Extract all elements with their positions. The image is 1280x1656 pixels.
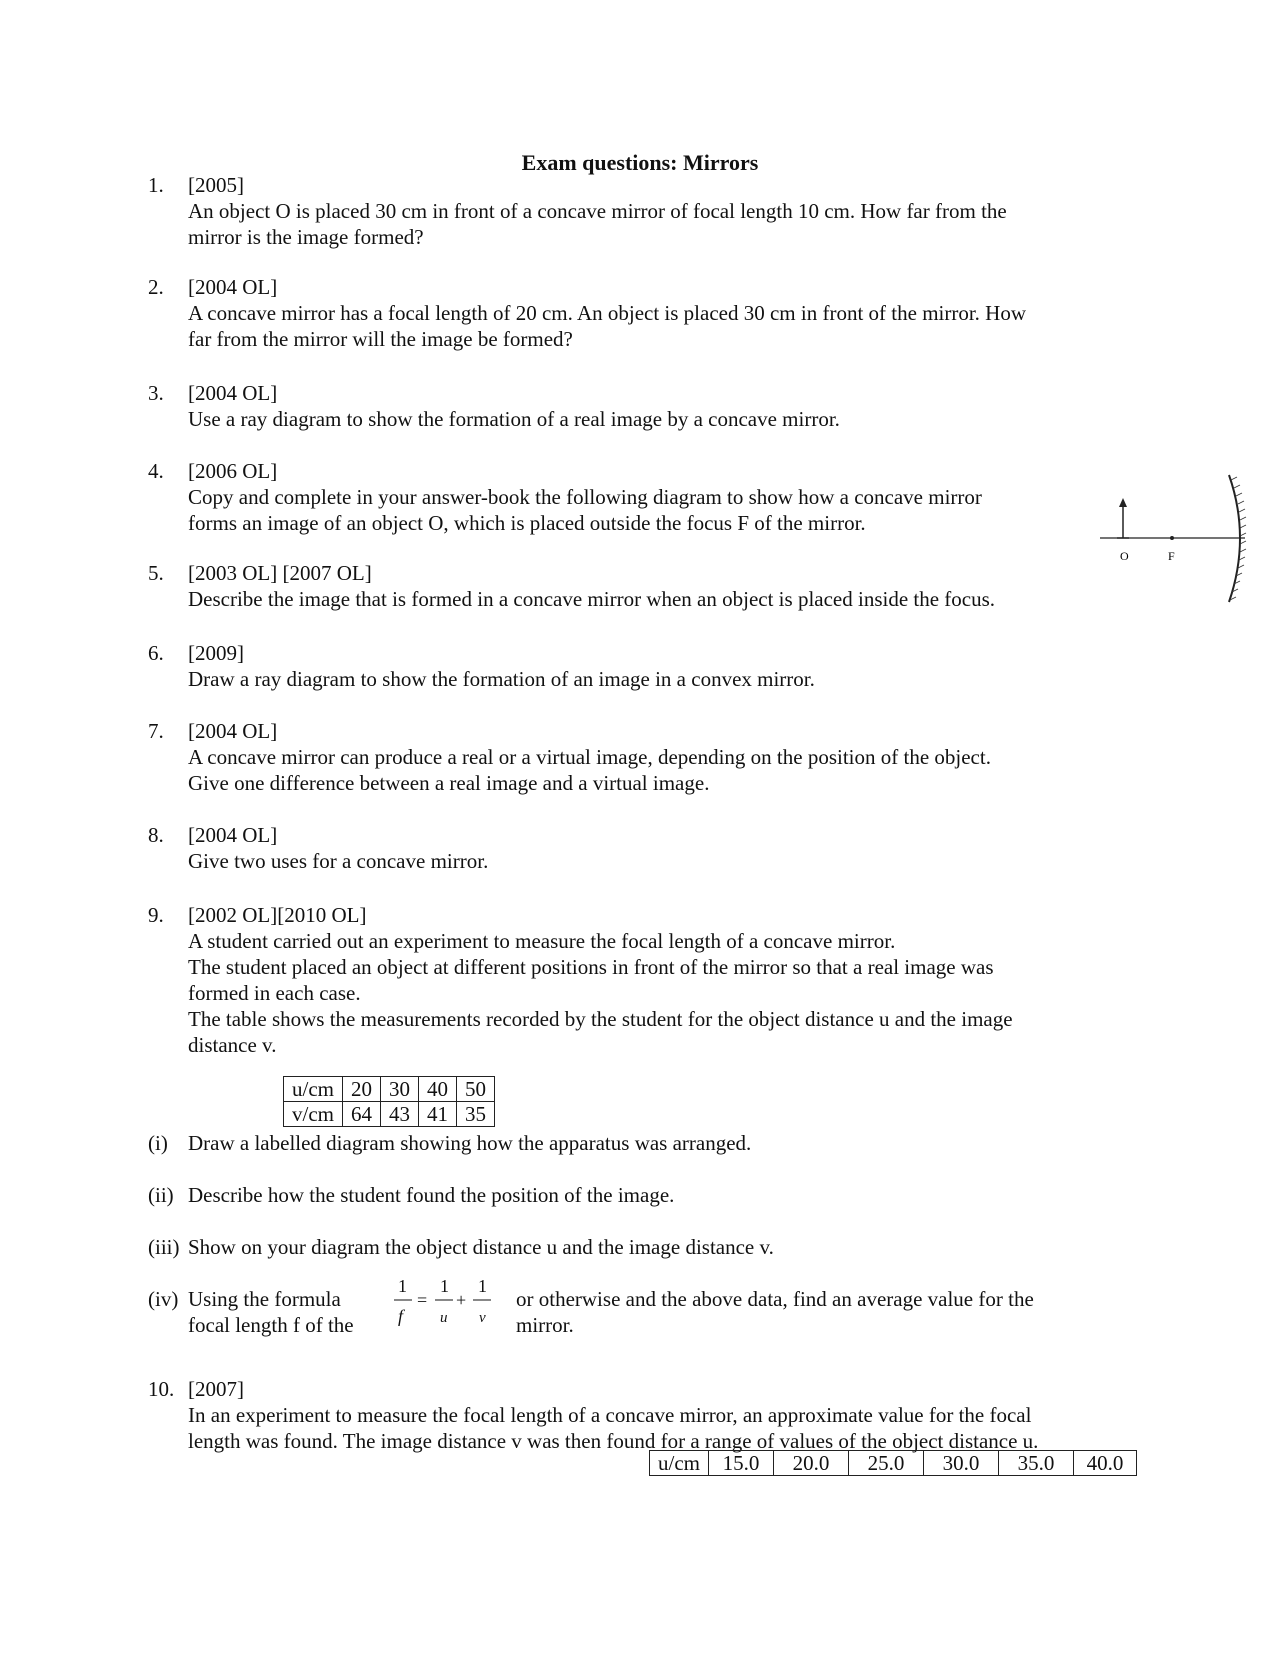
subpart-iv xyxy=(148,1286,408,1338)
subpart-text: Using the formula xyxy=(188,1287,341,1311)
question-tag: [2003 OL] [2007 OL] xyxy=(188,561,372,585)
subpart-tag: (i) xyxy=(148,1131,168,1155)
question-10 xyxy=(148,1376,1108,1454)
question-line: mirror is the image formed? xyxy=(188,225,424,249)
question-tag: [2006 OL] xyxy=(188,459,278,483)
question-line: A concave mirror can produce a real or a virtual image, depending on the position of the object. xyxy=(188,745,991,769)
table-cell: 40.0 xyxy=(1074,1451,1137,1476)
object-arrow-head xyxy=(1119,498,1127,507)
table-cell: 35.0 xyxy=(999,1451,1074,1476)
subpart-text: or otherwise and the above data, find an average value for the xyxy=(516,1287,1034,1311)
question-number: 10. xyxy=(148,1377,175,1401)
subpart-iv-continuation xyxy=(516,1286,1116,1338)
formula-numerator: 1 xyxy=(478,1276,487,1296)
question-line: In an experiment to measure the focal length of a concave mirror, an approximate value for the focal xyxy=(188,1403,1032,1427)
question-number: 1. xyxy=(148,173,164,197)
question-line: A student carried out an experiment to measure the focal length of a concave mirror. xyxy=(188,929,896,953)
question-number: 2. xyxy=(148,275,164,299)
question-6 xyxy=(148,640,1108,692)
question-4 xyxy=(148,458,1108,536)
subpart-tag: (iii) xyxy=(148,1235,180,1259)
data-table-q10 xyxy=(649,1450,1137,1476)
table-cell: 41 xyxy=(419,1102,457,1127)
question-line: Describe the image that is formed in a concave mirror when an object is placed inside the focus. xyxy=(188,587,996,611)
question-line: A concave mirror has a focal length of 20 cm. An object is placed 30 cm in front of the mirror. How xyxy=(188,301,1027,325)
question-number: 6. xyxy=(148,641,164,665)
table-row xyxy=(284,1077,495,1102)
table-row xyxy=(650,1451,1137,1476)
formula-equals: = xyxy=(417,1290,428,1310)
subpart-tag: (iv) xyxy=(148,1287,179,1311)
table-cell: 35 xyxy=(457,1102,495,1127)
question-2 xyxy=(148,274,1108,352)
table-cell: u/cm xyxy=(284,1077,343,1102)
question-8 xyxy=(148,822,1108,874)
question-tag: [2004 OL] xyxy=(188,719,278,743)
table-cell: 50 xyxy=(457,1077,495,1102)
table-cell: 20.0 xyxy=(774,1451,849,1476)
question-line: Give one difference between a real image and a virtual image. xyxy=(188,771,710,795)
subpart-text: Show on your diagram the object distance u and the image distance v. xyxy=(188,1235,774,1259)
formula-f: f xyxy=(398,1306,404,1326)
focus-point xyxy=(1170,536,1174,540)
question-number: 3. xyxy=(148,381,164,405)
question-9 xyxy=(148,902,1108,1058)
table-cell: 30 xyxy=(381,1077,419,1102)
question-number: 7. xyxy=(148,719,164,743)
question-7 xyxy=(148,718,1108,796)
question-line: length was found. The image distance v was then found for a range of values of the object distance u. xyxy=(188,1429,1039,1453)
question-line: formed in each case. xyxy=(188,981,361,1005)
table-cell: 40 xyxy=(419,1077,457,1102)
subpart-text: mirror. xyxy=(516,1313,574,1337)
question-number: 4. xyxy=(148,459,164,483)
question-tag: [2002 OL][2010 OL] xyxy=(188,903,367,927)
table-row xyxy=(284,1102,495,1127)
table-cell: 43 xyxy=(381,1102,419,1127)
question-3 xyxy=(148,380,1108,432)
formula-numerator: 1 xyxy=(398,1276,407,1296)
question-line: Use a ray diagram to show the formation of a real image by a concave mirror. xyxy=(188,407,840,431)
question-number: 5. xyxy=(148,561,164,585)
question-line: Copy and complete in your answer-book the following diagram to show how a concave mirror xyxy=(188,485,982,509)
subpart-text: Draw a labelled diagram showing how the apparatus was arranged. xyxy=(188,1131,752,1155)
subpart-iii xyxy=(148,1234,1108,1260)
question-line: forms an image of an object O, which is placed outside the focus F of the mirror. xyxy=(188,511,866,535)
table-cell: 15.0 xyxy=(709,1451,774,1476)
question-line: An object O is placed 30 cm in front of a concave mirror of focal length 10 cm. How far from the xyxy=(188,199,1007,223)
formula-u: u xyxy=(440,1310,448,1326)
question-1 xyxy=(148,172,1108,250)
table-cell: 30.0 xyxy=(924,1451,999,1476)
object-label: O xyxy=(1120,549,1129,563)
data-table-q9 xyxy=(283,1076,495,1127)
table-cell: u/cm xyxy=(650,1451,709,1476)
question-tag: [2009] xyxy=(188,641,244,665)
lens-formula xyxy=(392,1270,504,1332)
question-line: The table shows the measurements recorded by the student for the object distance u and the image xyxy=(188,1007,1013,1031)
table-cell: 20 xyxy=(343,1077,381,1102)
subpart-text-line2: focal length f of the xyxy=(188,1313,354,1337)
formula-numerator: 1 xyxy=(440,1276,449,1296)
question-tag: [2004 OL] xyxy=(188,381,278,405)
table-cell: v/cm xyxy=(284,1102,343,1127)
subpart-text: Describe how the student found the position of the image. xyxy=(188,1183,675,1207)
focus-label: F xyxy=(1168,549,1175,563)
subpart-tag: (ii) xyxy=(148,1183,174,1207)
subpart-i xyxy=(148,1130,1108,1156)
question-tag: [2004 OL] xyxy=(188,275,278,299)
question-line: The student placed an object at different positions in front of the mirror so that a real image was xyxy=(188,955,994,979)
question-number: 9. xyxy=(148,903,164,927)
question-tag: [2004 OL] xyxy=(188,823,278,847)
formula-v: v xyxy=(479,1310,486,1326)
page-title: Exam questions: Mirrors xyxy=(521,150,759,175)
question-5 xyxy=(148,560,1108,612)
question-number: 8. xyxy=(148,823,164,847)
subpart-ii xyxy=(148,1182,1108,1208)
question-line: Draw a ray diagram to show the formation of an image in a convex mirror. xyxy=(188,667,815,691)
formula-plus: + xyxy=(456,1290,467,1310)
question-line: far from the mirror will the image be formed? xyxy=(188,327,573,351)
question-line: distance v. xyxy=(188,1033,277,1057)
concave-mirror-diagram xyxy=(1095,470,1265,610)
question-tag: [2005] xyxy=(188,173,244,197)
table-cell: 64 xyxy=(343,1102,381,1127)
question-tag: [2007] xyxy=(188,1377,244,1401)
table-cell: 25.0 xyxy=(849,1451,924,1476)
question-line: Give two uses for a concave mirror. xyxy=(188,849,489,873)
